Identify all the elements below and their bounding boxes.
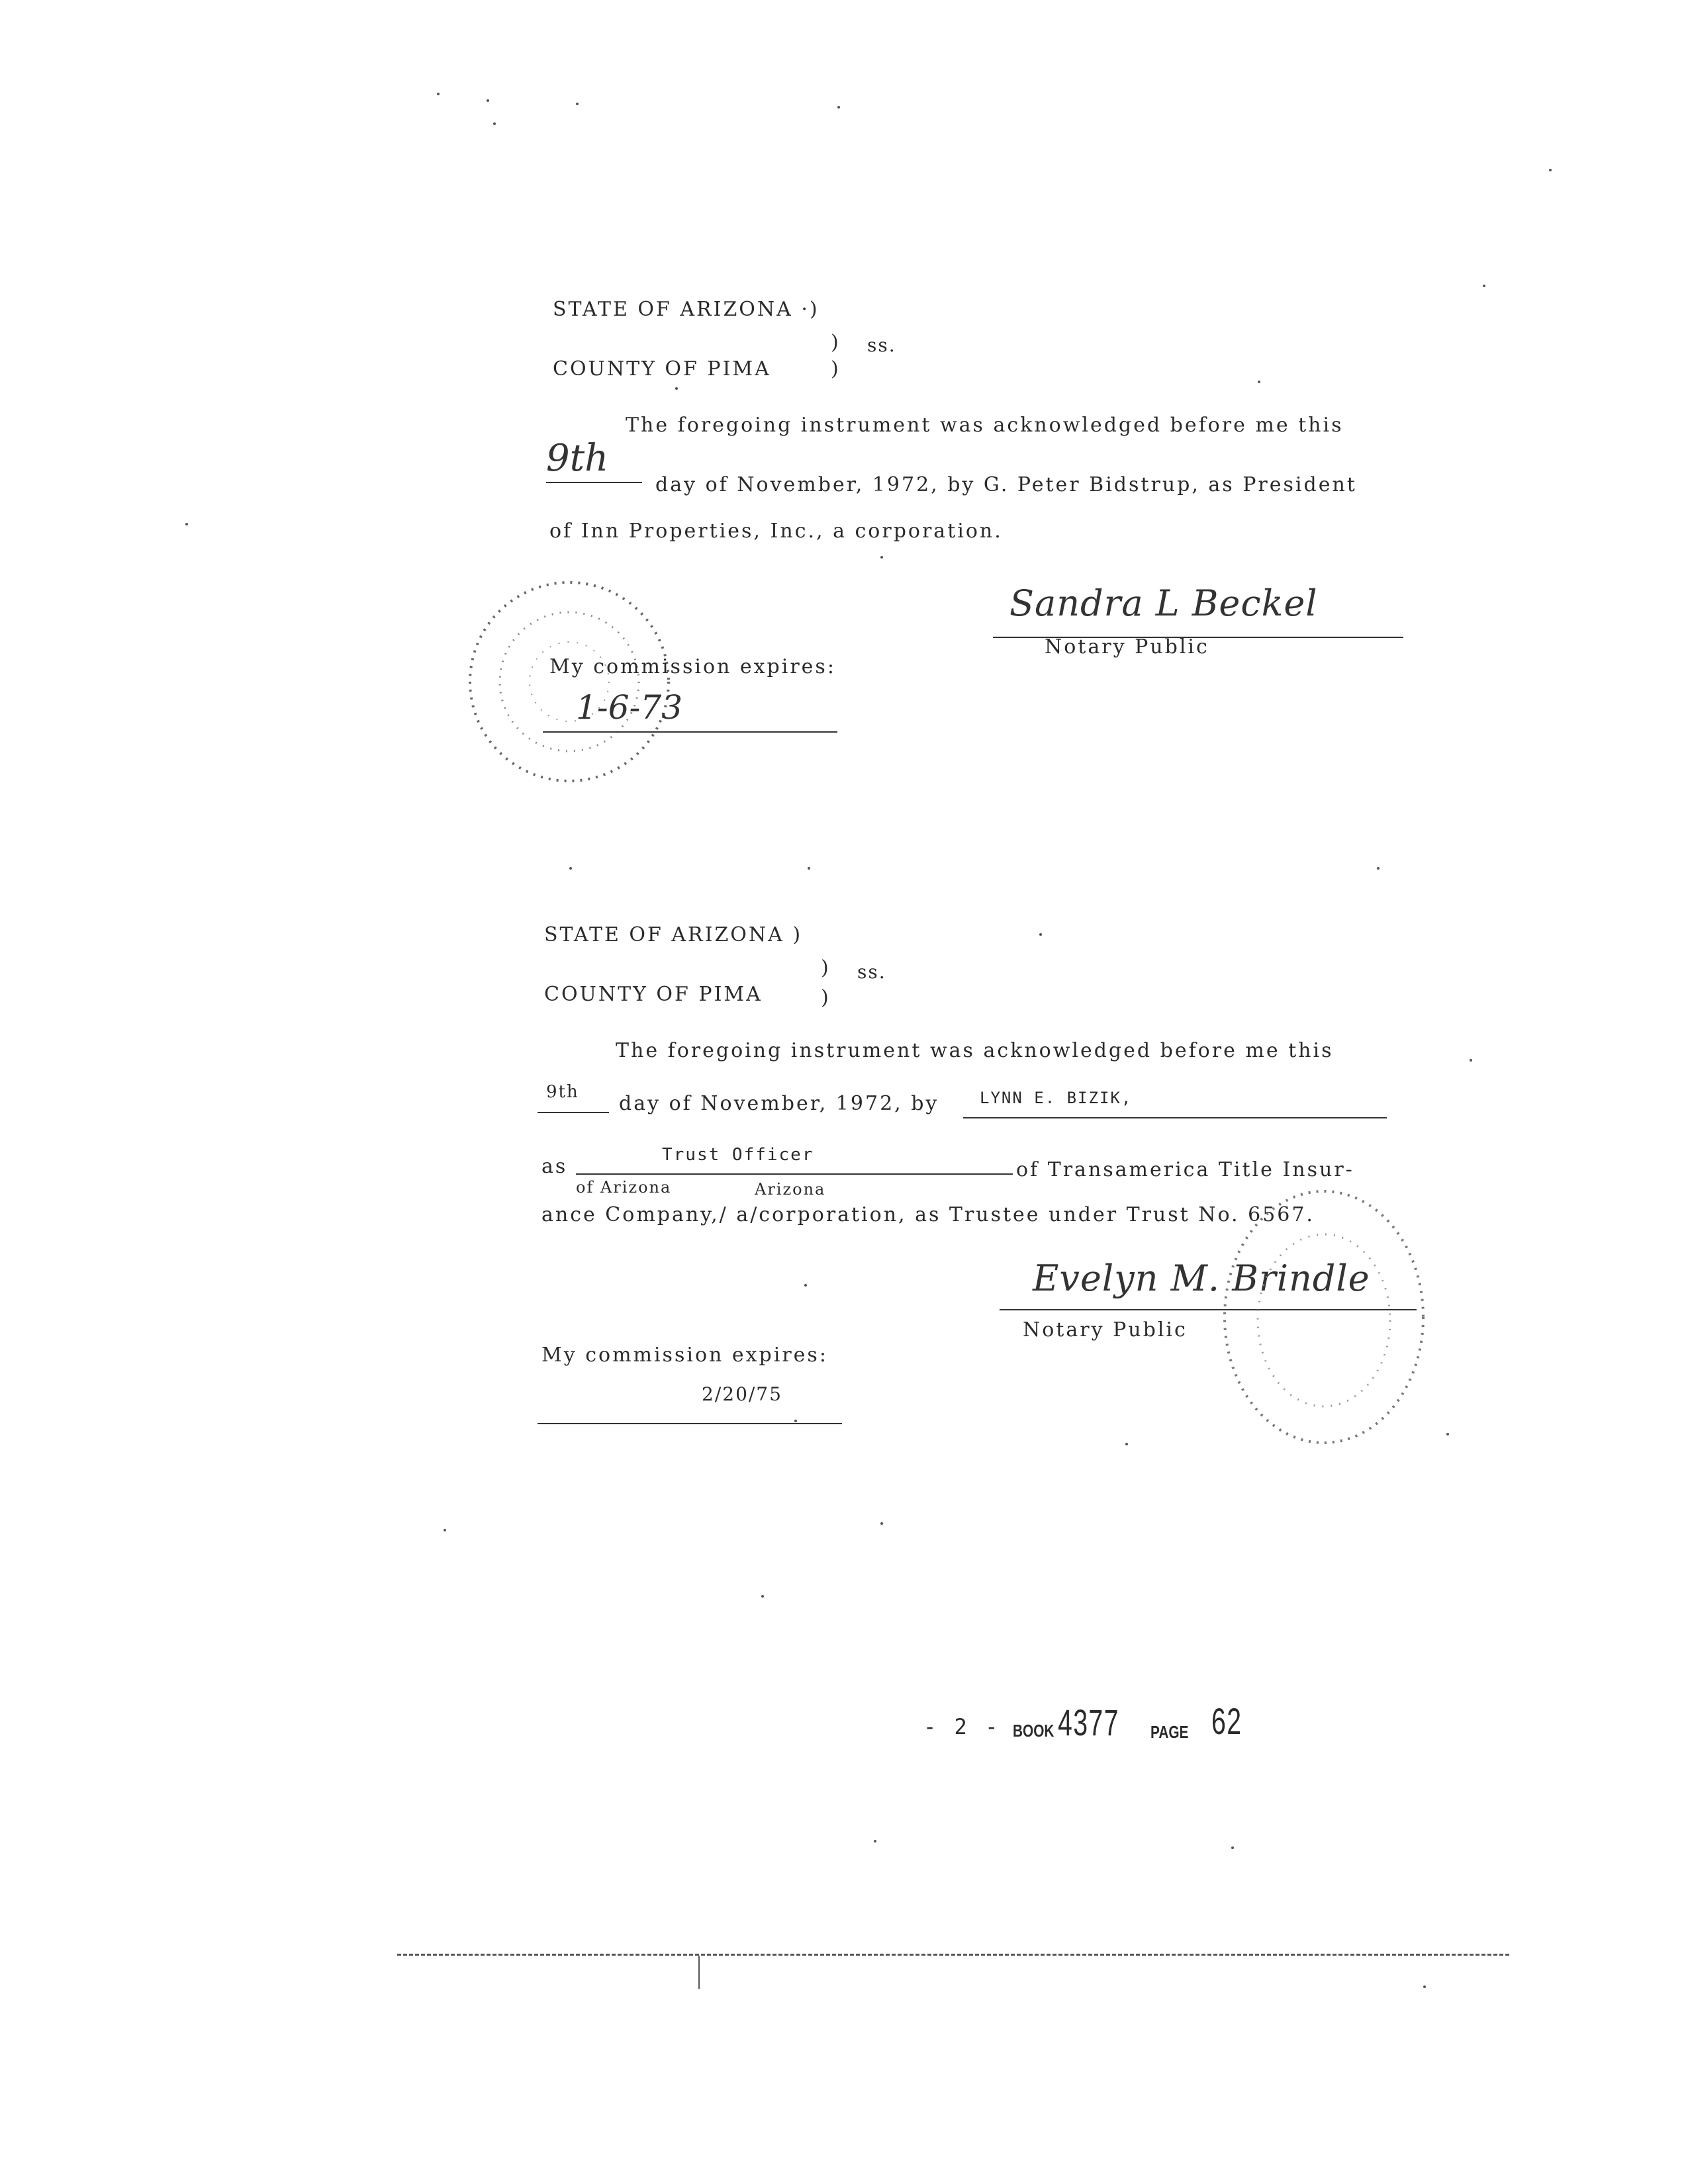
- scan-speck: [576, 103, 579, 105]
- page-marker: - 2 -: [923, 1714, 1001, 1739]
- commission-label: My commission expires:: [549, 655, 836, 678]
- scan-speck: [493, 122, 496, 125]
- insert-arizona: Arizona: [755, 1180, 826, 1199]
- scan-speck: [1470, 1059, 1472, 1062]
- ss-label: ss.: [857, 961, 886, 983]
- commission-date: 1-6-73: [576, 688, 683, 727]
- day-blank-line: [538, 1112, 609, 1113]
- name-blank-line: [963, 1117, 1387, 1118]
- scan-speck: [1125, 1443, 1128, 1445]
- paren: ): [821, 986, 831, 1009]
- as-label: as: [541, 1155, 568, 1178]
- acknowledgment-line-1: The foregoing instrument was acknowledged before me this: [626, 414, 1344, 437]
- bottom-divider: [397, 1954, 1509, 1956]
- acknowledgment-line-1: The foregoing instrument was acknowledged before me this: [616, 1039, 1334, 1062]
- paren: ): [831, 331, 841, 354]
- scan-speck: [1231, 1846, 1234, 1849]
- commission-date: 2/20/75: [702, 1383, 782, 1405]
- handwritten-day: 9th: [546, 437, 609, 480]
- book-number: 4377: [1058, 1702, 1119, 1743]
- acknowledgment-line-2: day of November, 1972, by: [619, 1092, 939, 1115]
- bottom-divider-tick: [698, 1956, 700, 1989]
- paren: ): [831, 357, 841, 381]
- scan-speck: [1549, 169, 1552, 171]
- scan-speck: [804, 1284, 807, 1287]
- scan-speck: [1423, 1985, 1426, 1988]
- scan-speck: [1483, 285, 1485, 287]
- commission-line: [543, 731, 837, 733]
- scan-speck: [675, 387, 678, 390]
- page-number: 62: [1211, 1700, 1243, 1742]
- title-filled: Trust Officer: [662, 1145, 814, 1165]
- county-line: COUNTY OF PIMA: [553, 357, 771, 381]
- scan-speck: [185, 523, 188, 525]
- state-line: STATE OF ARIZONA ·): [553, 298, 820, 321]
- page-label: PAGE: [1150, 1722, 1189, 1742]
- state-line: STATE OF ARIZONA ): [544, 923, 803, 946]
- scan-speck: [761, 1595, 764, 1598]
- scan-speck: [1039, 933, 1042, 936]
- ss-label: ss.: [867, 334, 896, 356]
- name-filled: LYNN E. BIZIK,: [980, 1089, 1133, 1107]
- acknowledgment-line-4: ance Company,/ a/corporation, as Trustee under Trust No. 6567.: [541, 1203, 1315, 1226]
- title-blank-line: [576, 1173, 1013, 1175]
- acknowledgment-line-3: of Transamerica Title Insur-: [1016, 1158, 1354, 1181]
- acknowledgment-line-3: of Inn Properties, Inc., a corporation.: [549, 520, 1003, 543]
- scan-speck: [437, 93, 440, 95]
- scan-speck: [874, 1840, 876, 1843]
- book-label: BOOK: [1013, 1721, 1055, 1741]
- scan-speck: [880, 556, 883, 559]
- notary-seal: [450, 569, 688, 794]
- acknowledgment-line-2: day of November, 1972, by G. Peter Bidstrup, as President: [655, 473, 1357, 496]
- commission-line: [538, 1423, 842, 1424]
- scan-speck: [880, 1522, 883, 1525]
- paren: ): [821, 956, 831, 979]
- scan-speck: [487, 99, 489, 102]
- notary-public-label: Notary Public: [1045, 635, 1209, 659]
- scan-speck: [444, 1529, 446, 1531]
- insert-of-arizona: of Arizona: [576, 1178, 672, 1197]
- scan-speck: [569, 867, 572, 870]
- scan-speck: [837, 106, 840, 109]
- commission-label: My commission expires:: [541, 1343, 828, 1367]
- notary-seal: [1205, 1178, 1443, 1456]
- scan-speck: [794, 1420, 797, 1422]
- day-blank-line: [546, 482, 642, 483]
- county-line: COUNTY OF PIMA: [544, 983, 763, 1006]
- day-filled: 9th: [546, 1082, 579, 1102]
- scan-speck: [1377, 867, 1380, 870]
- notary-public-label: Notary Public: [1023, 1318, 1188, 1342]
- notary-signature: Evelyn M. Brindle: [1033, 1257, 1370, 1299]
- scan-speck: [1446, 1433, 1449, 1435]
- scan-speck: [1258, 381, 1260, 383]
- scan-speck: [808, 867, 810, 870]
- notary-signature: Sandra L Beckel: [1009, 582, 1318, 624]
